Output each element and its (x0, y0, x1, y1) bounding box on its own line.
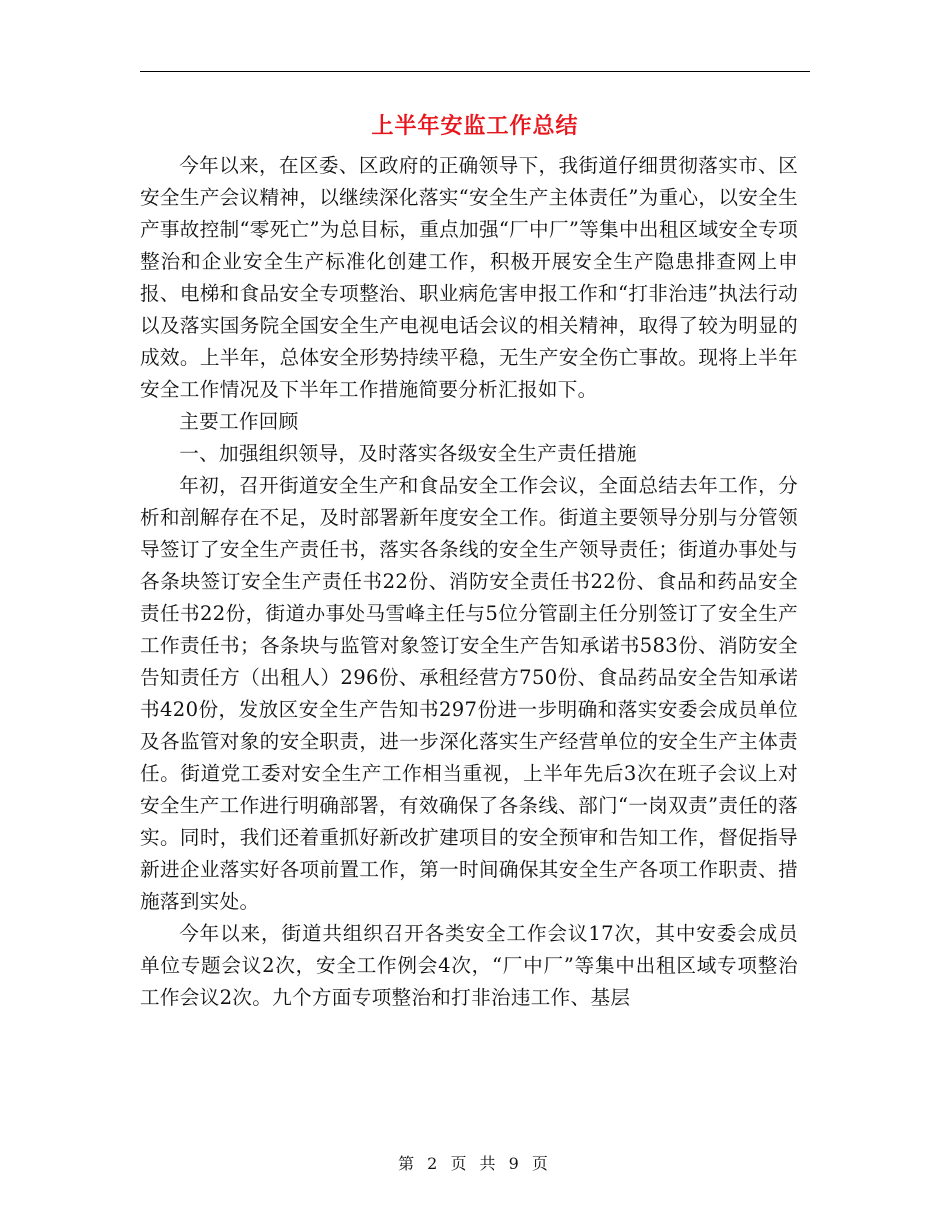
subsection-heading: 一、加强组织领导，及时落实各级安全生产责任措施 (179, 442, 637, 465)
document-body (140, 150, 798, 1014)
body-paragraph: 年初，召开街道安全生产和食品安全工作会议，全面总结去年工作，分析和剖解存在不足，及时部署新年度安全工作。街道主要领导分别与分管领导签订了安全生产责任书，落实各条线的安全生产领导责任；街道办事处与各条块签订安全生产责任书22份、消防安全责任书22份、食品和药品安全责任书22份，街道办事处马雪峰主任与5位分管副主任分别签订了安全生产工作责任书；各条块与监管对象签订安全生产告知承诺书583份、消防安全告知责任方（出租人）296份、承租经营方750份、食品药品安全告知承诺书420份，发放区安全生产告知书297份进一步明确和落实安委会成员单位及各监管对象的安全职责，进一步深化落实生产经营单位的安全生产主体责任。街道党工委对安全生产工作相当重视，上半年先后3次在班子会议上对安全生产工作进行明确部署，有效确保了各条线、部门“一岗双责”责任的落实。同时，我们还着重抓好新改扩建项目的安全预审和告知工作，督促指导新进企业落实好各项前置工作，第一时间确保其安全生产各项工作职责、措施落到实处。 (140, 474, 798, 913)
section-heading: 主要工作回顾 (179, 410, 299, 433)
document-title: 上半年安监工作总结 (371, 113, 579, 139)
body-paragraph: 今年以来，街道共组织召开各类安全工作会议17次，其中安委会成员单位专题会议2次，安全工作例会4次，“厂中厂”等集中出租区域专项整治工作会议2次。九个方面专项整治和打非治违工作、基层 (140, 922, 798, 1009)
header-rule (140, 71, 810, 72)
intro-paragraph: 今年以来，在区委、区政府的正确领导下，我街道仔细贯彻落实市、区安全生产会议精神，以继续深化落实“安全生产主体责任”为重心，以安全生产事故控制“零死亡”为总目标，重点加强“厂中厂”等集中出租区域安全专项整治和企业安全生产标准化创建工作，积极开展安全生产隐患排查网上申报、电梯和食品安全专项整治、职业病危害申报工作和“打非治违”执法行动以及落实国务院全国安全生产电视电话会议的相关精神，取得了较为明显的成效。上半年，总体安全形势持续平稳，无生产安全伤亡事故。现将上半年安全工作情况及下半年工作措施简要分析汇报如下。 (140, 154, 798, 401)
page-number: 第 2 页 共 9 页 (398, 1154, 552, 1173)
